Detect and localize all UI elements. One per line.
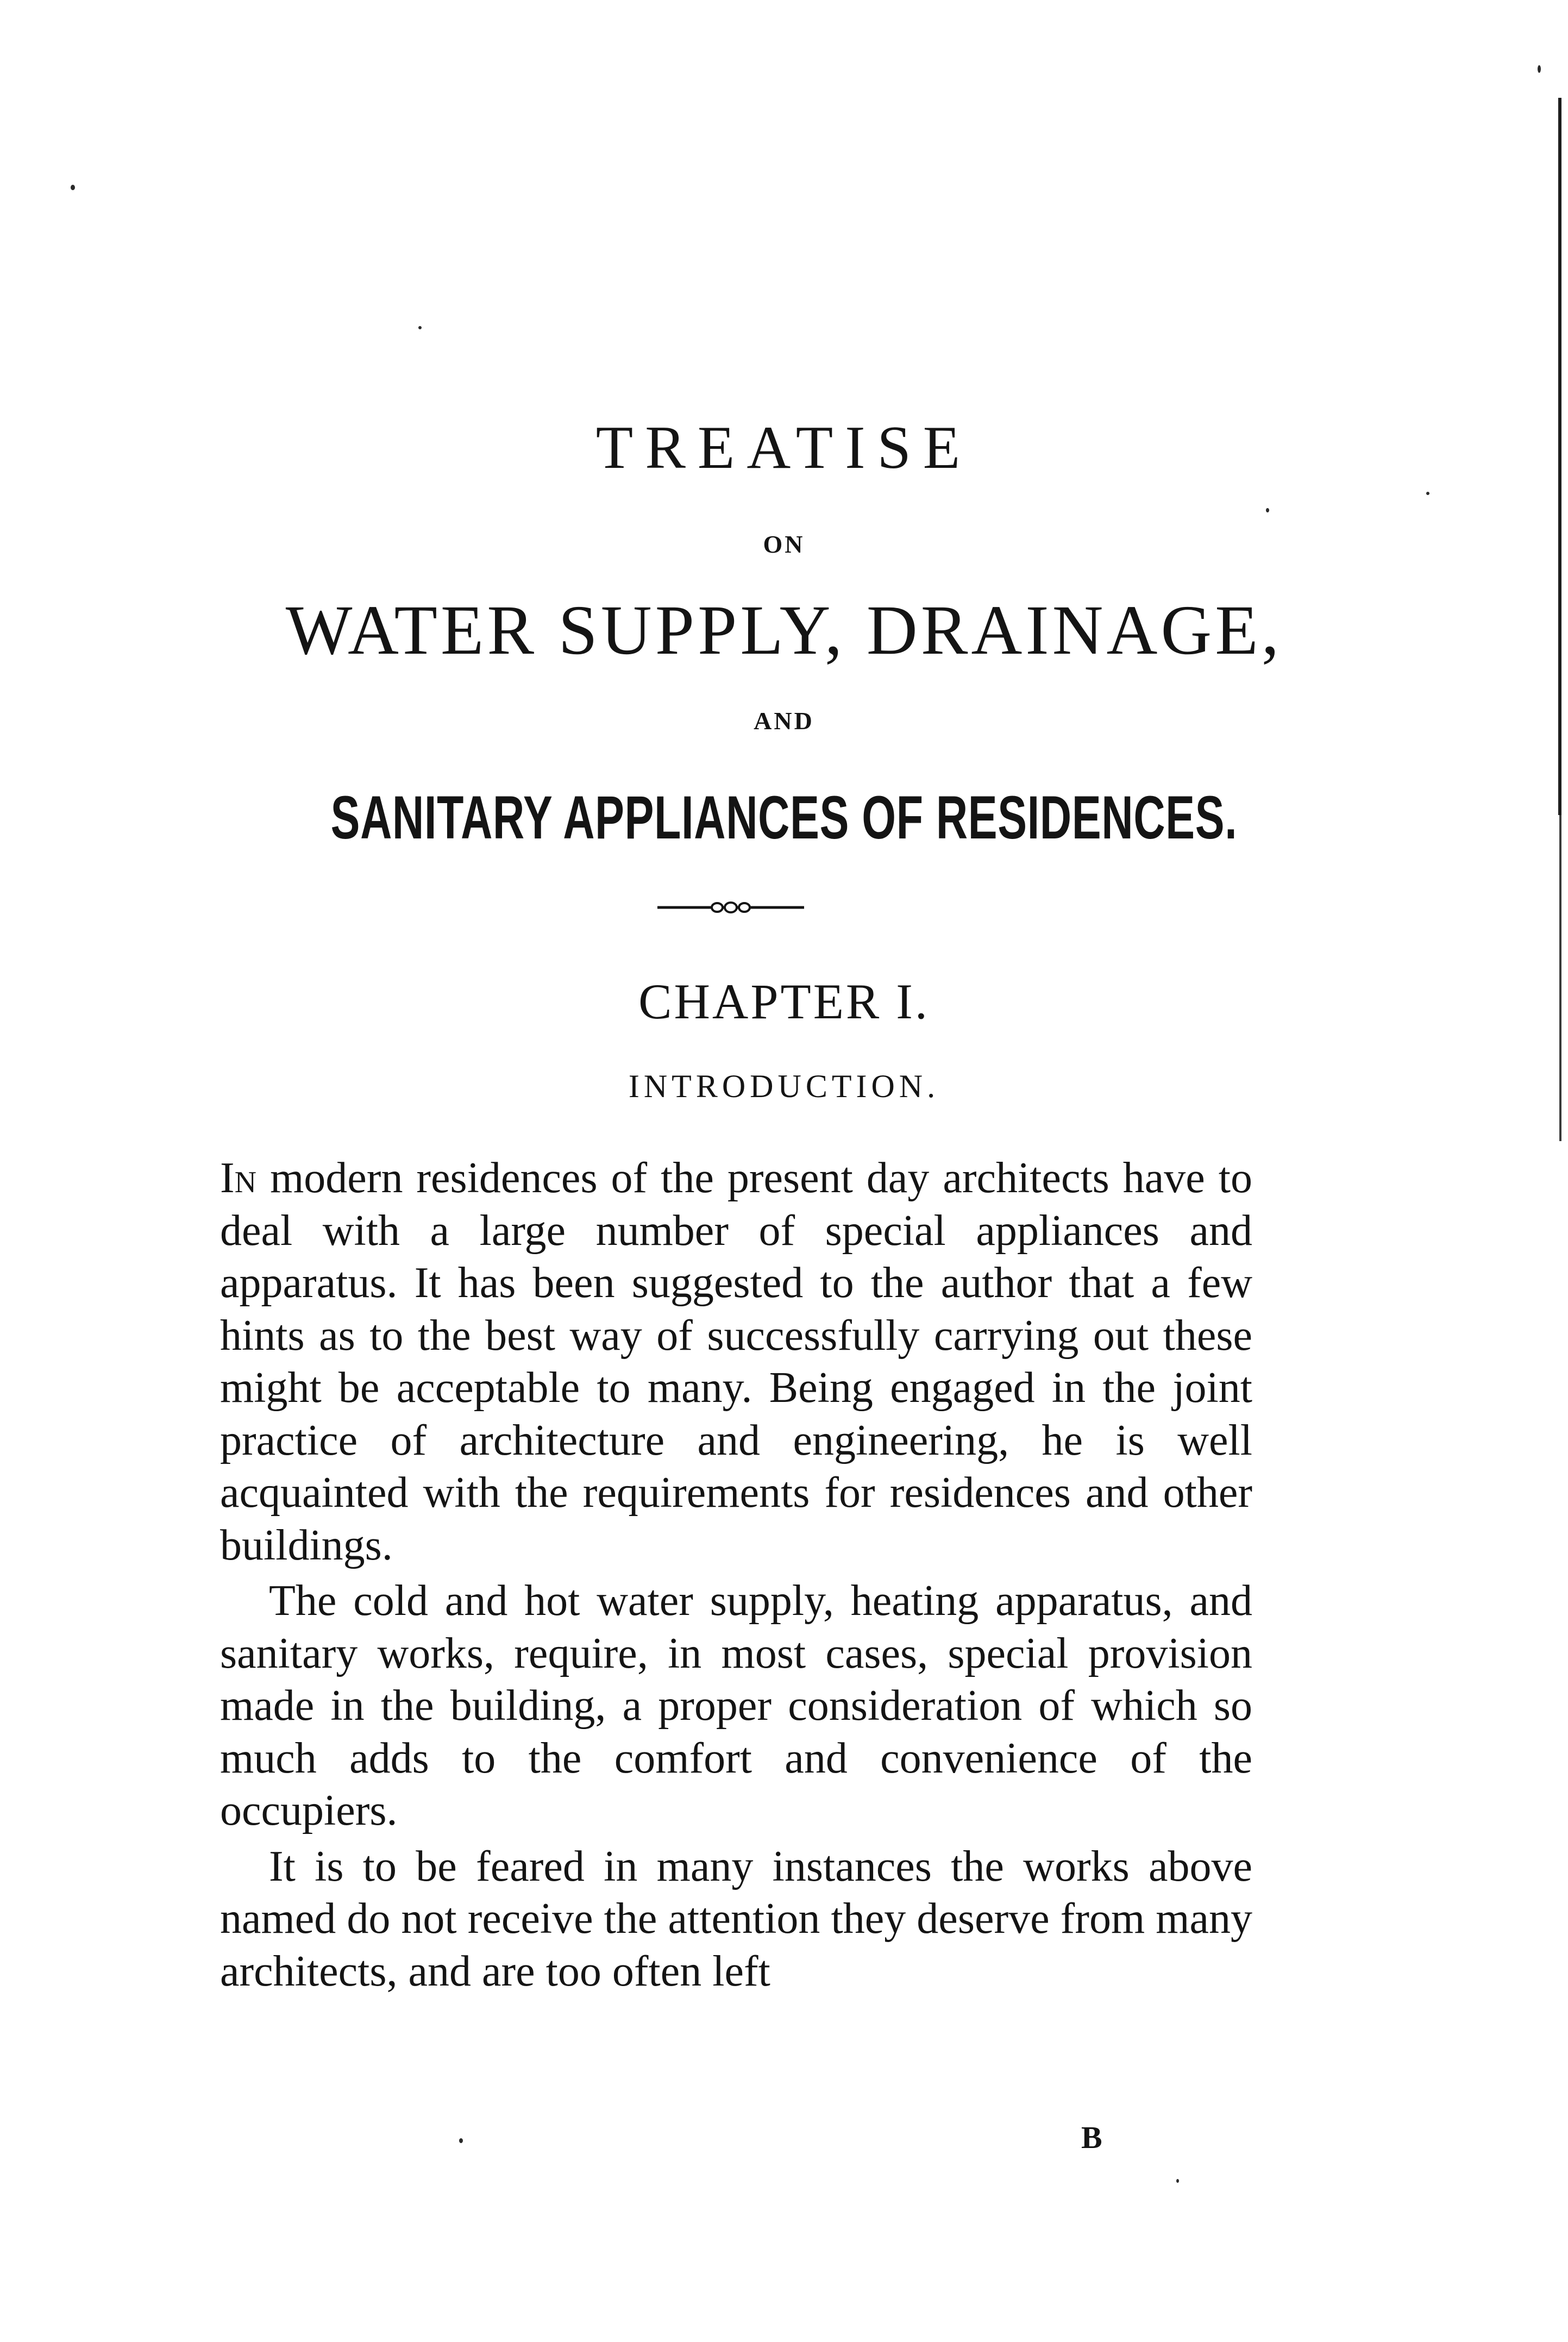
paragraph-1 [220, 1152, 1252, 1571]
ink-speck [418, 326, 422, 329]
ink-speck [71, 185, 75, 190]
title-connector-and: AND [754, 707, 814, 735]
ornament-divider [657, 899, 804, 916]
paragraph-2: The cold and hot water supply, heating apparatus, and sanitary works, require, in most cases, special provision made in the building, a proper consideration of which so much adds to the comfort and convenience of the occupiers. [220, 1577, 1252, 1834]
chapter-heading: INTRODUCTION. [628, 1068, 940, 1104]
title-sanitary-appliances: SANITARY APPLIANCES OF RESIDENCES. [330, 784, 1238, 851]
ink-speck [1426, 492, 1429, 495]
ink-speck [1176, 2179, 1179, 2183]
ink-speck [1266, 508, 1269, 512]
body-text [220, 1152, 1252, 1997]
title-treatise: TREATISE [595, 414, 973, 481]
ink-speck [459, 2138, 463, 2143]
signature-mark: B [1081, 2120, 1102, 2155]
paragraph-1-text: modern residences of the present day architects have to deal with a large number of special appliances and apparatus. It has been suggested to the author that a few hints as to the best way of successfully carrying out these might be acceptable to many. Being engaged in the joint practice of architecture and engineering, he is well acquainted with the requirements for residences and other buildings. [220, 1154, 1252, 1569]
ink-speck [1538, 65, 1541, 73]
title-water-supply: WATER SUPPLY, DRAINAGE, [285, 591, 1283, 669]
chapter-number: CHAPTER I. [638, 974, 930, 1029]
drop-cap: In [220, 1154, 257, 1202]
paragraph-3: It is to be feared in many instances the works above named do not receive the attention they deserve from many architects, and are too often left [220, 1842, 1252, 1995]
title-connector-on: ON [763, 530, 805, 558]
